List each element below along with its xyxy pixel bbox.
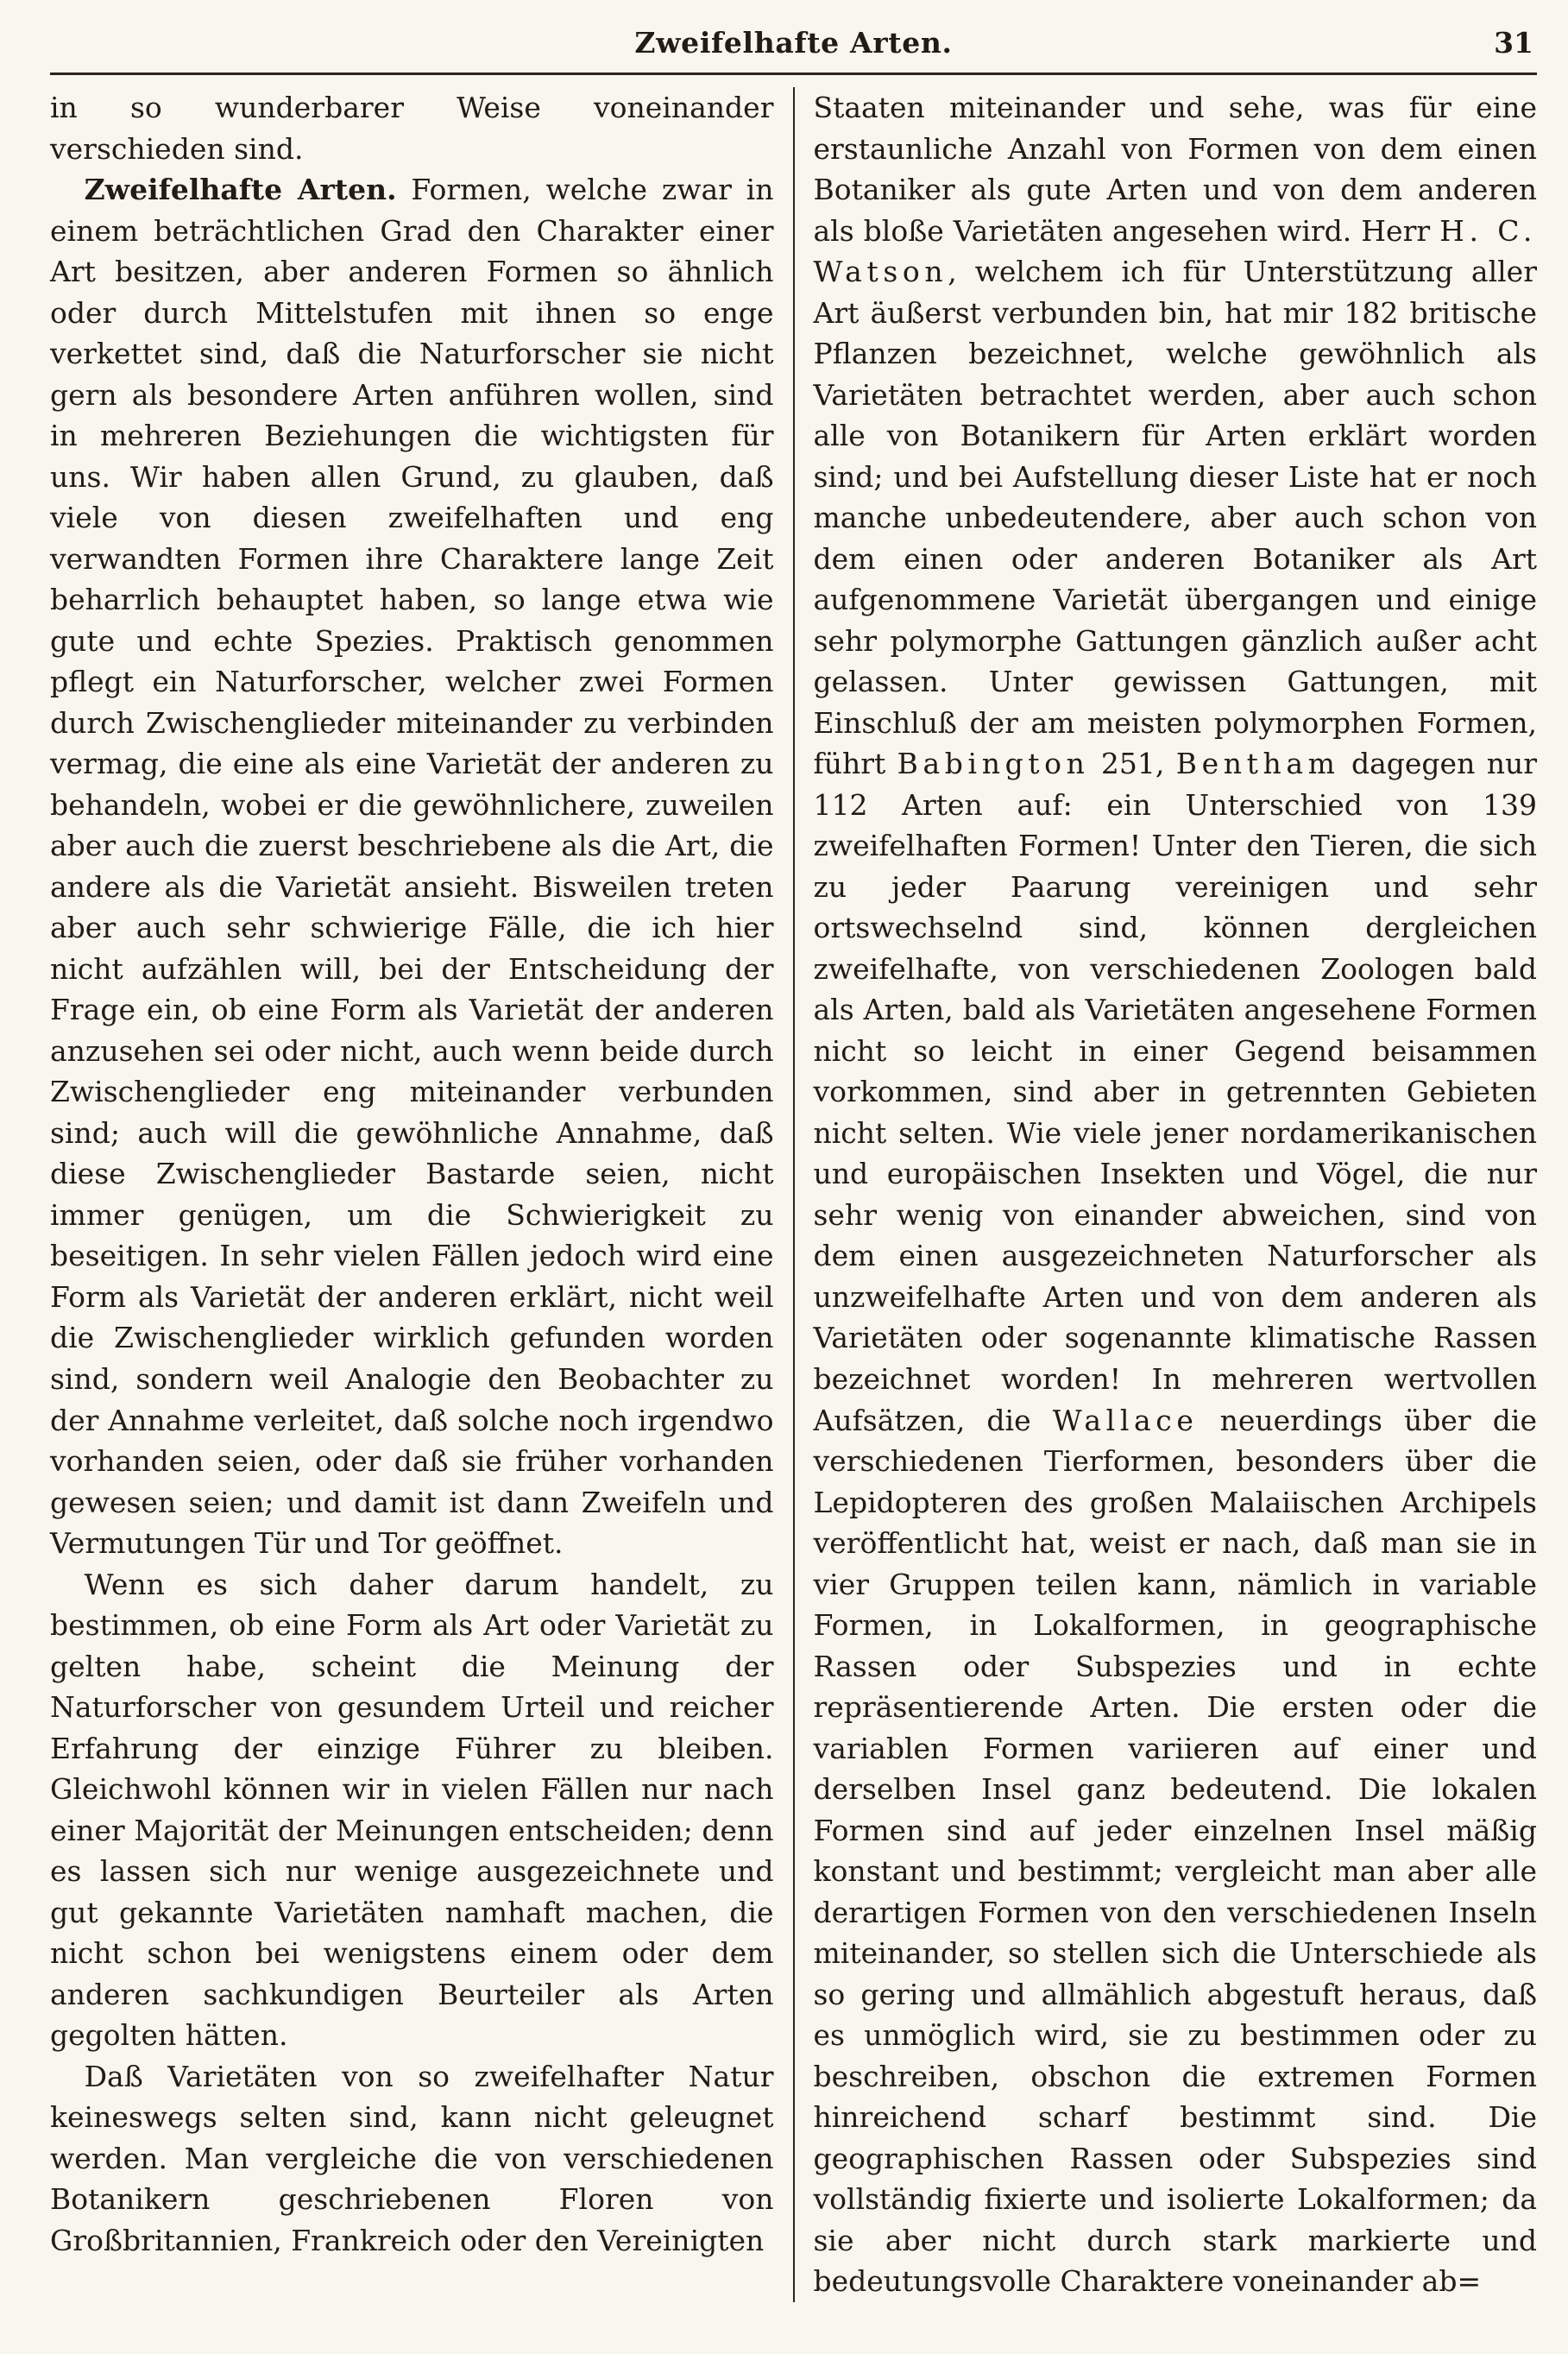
person-name-bentham: Bentham [1175, 747, 1340, 781]
run-text: Staaten miteinander und sehe, was für eine erstaunliche Anzahl von Formen von dem einen Botaniker als gute Arten und von dem anderen als bloße Varietäten angesehen wird. Herr [813, 91, 1537, 248]
section-lead: Zweifelhafte Arten. [84, 173, 397, 207]
person-name-babington: Babington [897, 747, 1090, 781]
run-text: dagegen nur 112 Arten auf: ein Unterschied von 139 zweifelhaften Formen! Unter den Tieren, die sich zu jeder Paarung vereinigen und sehr ortswechselnd sind, können dergleichen zweifelhafte, von verschiedenen Zoologen bald als Arten, bald als Varietäten angesehene Formen nicht so leicht in einer Gegend beisammen vorkommen, sind aber in getrennten Gebieten nicht selten. Wie viele jener nordamerikanischen und europäischen Insekten und Vögel, die nur sehr wenig von einander abweichen, sind von dem einen ausgezeichneten Naturforscher als unzweifelhafte Arten und von dem anderen als Varietäten oder sogenannte klimatische Rassen bezeichnet worden! In mehreren wertvollen Aufsätzen, die [813, 747, 1537, 1437]
header-rule [50, 73, 1537, 75]
running-header-title: Zweifelhafte Arten. [634, 26, 953, 60]
person-name-wallace: Wallace [1052, 1403, 1199, 1437]
run-text: neuerdings über die verschiedenen Tierformen, besonders über die Lepidopteren des großen Malaiischen Archipels veröffentlicht hat, weist er nach, daß man sie in vier Gruppen teilen kann, nämlich in variable Formen, in Lokalformen, in geographische Rassen oder Subspezies und in echte repräsentierende Arten. Die ersten oder die variablen Formen variieren auf einer und derselben Insel ganz bedeutend. Die lokalen Formen sind auf jeder einzelnen Insel mäßig konstant und bestimmt; vergleicht man aber alle derartigen Formen von den verschiedenen Inseln miteinander, so stellen sich die Unterschiede als so gering und allmählich abgestuft heraus, daß es unmöglich wird, sie zu bestimmen oder zu beschreiben, obschon die extremen Formen hinreichend scharf bestimmt sind. Die geographischen Rassen oder Subspezies sind vollständig fixierte und isolierte Lokalformen; da sie aber nicht durch stark markierte und bedeutungsvolle Charaktere voneinander ab= [813, 1403, 1537, 2299]
run-text: 251, [1089, 747, 1176, 781]
page-number: 31 [1494, 26, 1533, 60]
running-header [50, 26, 1537, 67]
paragraph-judgement-of-naturalists: Wenn es sich daher darum handelt, zu bestimmen, ob eine Form als Art oder Varietät zu gelten habe, scheint die Meinung der Naturforscher von gesundem Urteil und reicher Erfahrung der einzige Führer zu bleiben. Gleichwohl können wir in vielen Fällen nur nach einer Majorität der Meinungen entscheiden; denn es lassen sich nur wenige ausgezeichnete und gut gekannte Varietäten namhaft machen, die nicht schon bei wenigstens einem oder dem anderen sachkundigen Beurteiler als Arten gegolten hätten. [50, 1567, 774, 2053]
section-body-text: Formen, welche zwar in einem beträchtlichen Grad den Charakter einer Art besitzen, aber anderen Formen so ähnlich oder durch Mittelstufen mit ihnen so enge verkettet sind, daß die Naturforscher sie nicht gern als besondere Arten anführen wollen, sind in mehreren Beziehungen die wichtigsten für uns. Wir haben allen Grund, zu glauben, daß viele von diesen zweifelhaften und eng verwandten Formen ihre Charaktere lange Zeit beharrlich behauptet haben, so lange etwa wie gute und echte Spezies. Praktisch genommen pflegt ein Naturforscher, welcher zwei Formen durch Zwischenglieder miteinander zu verbinden vermag, die eine als eine Varietät der anderen zu behandeln, wobei er die gewöhnlichere, zuweilen aber auch die zuerst beschriebene als die Art, die andere als die Varietät ansieht. Bisweilen treten aber auch sehr schwierige Fälle, die ich hier nicht aufzählen will, bei der Entscheidung der Frage ein, ob eine Form als Varietät der anderen anzusehen sei oder nicht, auch wenn beide durch Zwischenglieder eng miteinander verbunden sind; auch will die gewöhnliche Annahme, daß diese Zwischenglieder Bastarde seien, nicht immer genügen, um die Schwierigkeit zu beseitigen. In sehr vielen Fällen jedoch wird eine Form als Varietät der anderen erklärt, nicht weil die Zwischenglieder wirklich gefunden worden sind, sondern weil Analogie den Beobachter zu der Annahme verleitet, daß solche noch irgendwo vorhanden seien, oder daß sie früher vorhanden gewesen seien; und damit ist dann Zweifeln und Vermutungen Tür und Tor geöffnet. [50, 173, 774, 1561]
right-column [795, 87, 1538, 2302]
text-columns [50, 87, 1537, 2302]
paragraph-section-doubtful-species [50, 169, 774, 1564]
run-text: , welchem ich für Unterstützung aller Art äußerst verbunden bin, hat mir 182 britische Pflanzen bezeichnet, welche gewöhnlich als Varietäten betrachtet werden, aber auch schon alle von Botanikern für Arten erklärt worden sind; und bei Aufstellung dieser Liste hat er noch manche unbedeutendere, aber auch schon von dem einen oder anderen Botaniker als Art aufgenommene Varietät übergangen und einige sehr polymorphe Gattungen gänzlich außer acht gelassen. Unter gewissen Gattungen, mit Einschluß der am meisten polymorphen Formen, führt [813, 255, 1537, 781]
person-name-watson: H. C. Watson [813, 213, 1537, 289]
paragraph-continuation [814, 87, 1538, 2302]
left-column [50, 87, 793, 2302]
paragraph-doubtful-varieties-common: Daß Varietäten von so zweifelhafter Natur keineswegs selten sind, kann nicht geleugnet werden. Man vergleiche die von verschiedenen Botanikern geschriebenen Floren von Großbritannien, Frankreich oder den Vereinigten [50, 2059, 774, 2257]
paragraph-continuation: in so wunderbarer Weise voneinander verschieden sind. [50, 91, 774, 166]
